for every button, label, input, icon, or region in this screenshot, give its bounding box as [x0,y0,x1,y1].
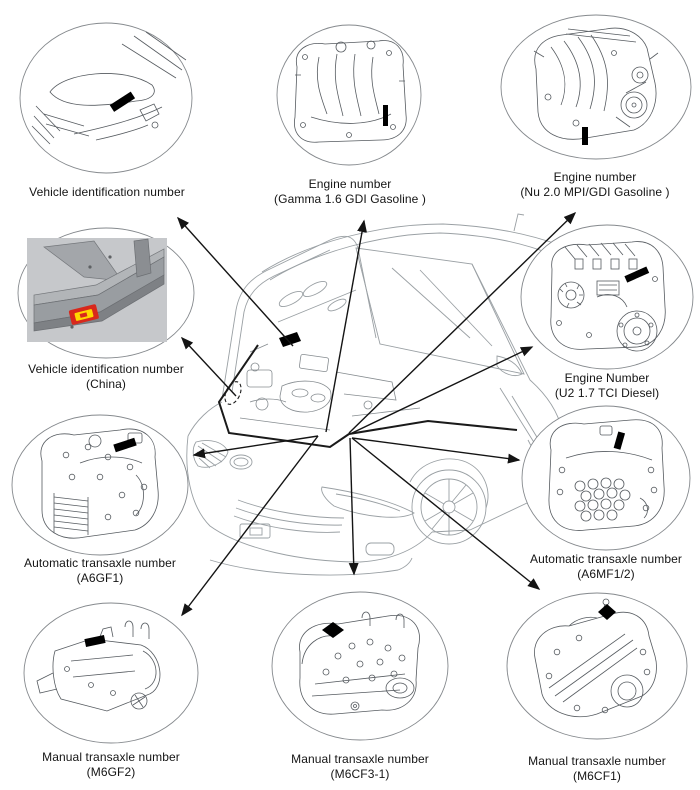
callout-label-mt-m6gf2-line2: (M6GF2) [86,765,136,779]
callout-label-at-a6gf1-line2: (A6GF1) [76,571,124,585]
callout-label-vin-line1: Vehicle identification number [29,185,185,199]
callout-label-mt-m6cf1-line2: (M6CF1) [572,769,622,783]
callout-label-vin-china-line1: Vehicle identification number [28,362,184,376]
callout-label-mt-m6cf1-line1: Manual transaxle number [528,754,666,768]
callout-label-mt-m6cf31-line2: (M6CF3-1) [330,767,390,781]
callout-label-at-a6mf12-line1: Automatic transaxle number [529,552,682,566]
bubble-vin-china [18,228,194,358]
callout-label-mt-m6cf31-line1: Manual transaxle number [291,752,429,766]
wheel-spokes [425,479,473,535]
vin-china-photo [27,238,167,342]
bubble-at-a6mf12 [522,406,690,550]
arrow-at-a6gf1 [194,436,318,455]
callout-label-at-a6gf1-line1: Automatic transaxle number [23,556,176,570]
arrow-mt-m6cf31 [350,438,354,574]
callout-label-engine-gamma [250,177,450,207]
bubble-at-a6gf1 [12,415,188,555]
callout-label-vin [7,185,207,200]
arrow-engine-u2 [350,347,532,434]
callout-label-engine-gamma-line2: (Gamma 1.6 GDI Gasoline ) [274,192,426,206]
callout-label-mt-m6gf2 [11,750,211,780]
bubble-mt-m6cf31 [272,592,448,740]
callout-label-vin-china-line2: (China) [85,377,127,391]
callout-label-engine-gamma-line1: Engine number [308,177,392,191]
callout-label-engine-nu [490,170,700,200]
callout-label-engine-nu-line2: (Nu 2.0 MPI/GDI Gasoline ) [520,185,670,199]
callout-label-at-a6mf12 [506,552,700,582]
bubble-vin [20,23,192,173]
callout-label-mt-m6gf2-line1: Manual transaxle number [42,750,180,764]
callout-label-engine-nu-line1: Engine number [553,170,637,184]
arrow-at-a6mf12 [352,438,519,460]
callout-label-at-a6mf12-line2: (A6MF1/2) [577,567,635,581]
callout-label-mt-m6cf1 [497,754,697,784]
engine-bay-rim [219,345,517,447]
bubble-engine-u2 [521,225,693,369]
callout-label-engine-u2 [507,371,700,401]
callout-label-engine-u2-line1: Engine Number [564,371,650,385]
bubble-engine-gamma [277,25,421,165]
callout-label-vin-china [6,362,206,392]
callout-label-mt-m6cf31 [260,752,460,782]
engine-bay-details [240,344,420,430]
arrow-engine-gamma [326,221,364,432]
bubble-engine-nu [501,15,691,159]
bubble-mt-m6cf1 [507,593,687,739]
callout-label-at-a6gf1 [0,556,200,586]
car-front-illustration [187,214,562,575]
arrow-mt-m6gf2 [182,436,318,615]
bubble-mt-m6gf2 [24,603,198,743]
callout-label-engine-u2-line2: (U2 1.7 TCI Diesel) [554,386,660,400]
arrow-vin [178,218,293,346]
